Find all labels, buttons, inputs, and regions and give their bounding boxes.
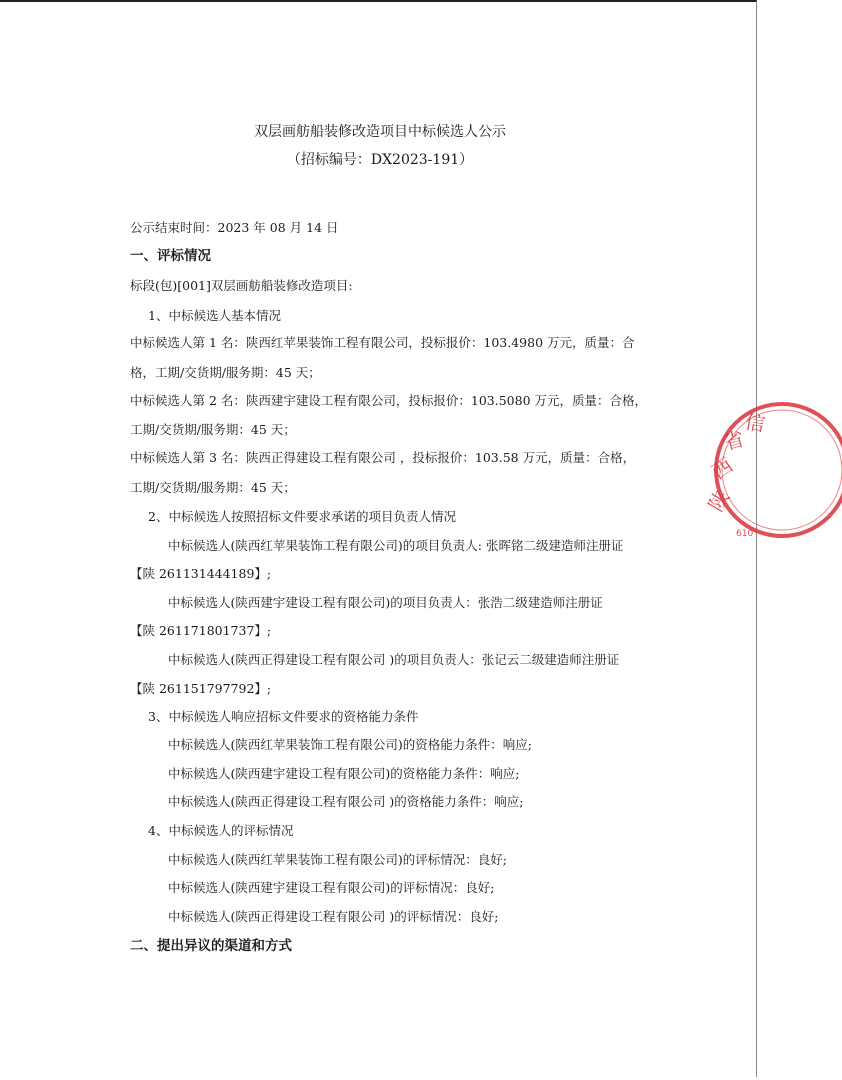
seal-char-2: 西 xyxy=(707,452,738,485)
doc-title: 双层画舫船装修改造项目中标候选人公示 xyxy=(254,124,506,140)
seal-char-3: 省 xyxy=(721,426,747,455)
seal-code: 610 xyxy=(736,529,754,539)
manager-2-line1: 中标候选人(陕西建宇建设工程有限公司)的项目负责人：张浩二级建造师注册证 xyxy=(168,595,603,610)
qualification-1: 中标候选人(陕西红苹果装饰工程有限公司)的资格能力条件：响应; xyxy=(168,737,532,752)
candidate-3-line2: 工期/交货期/服务期：45 天； xyxy=(130,480,296,495)
sub3-heading: 3、中标候选人响应招标文件要求的资格能力条件 xyxy=(148,709,419,724)
manager-1-line2: 【陕 261131444189】; xyxy=(130,566,272,581)
bid-number: （招标编号：DX2023-191） xyxy=(286,152,474,168)
section1-heading: 一、评标情况 xyxy=(130,248,211,264)
lot-line: 标段(包)[001]双层画舫船装修改造项目: xyxy=(130,278,353,293)
manager-2-line2: 【陕 261171801737】; xyxy=(130,623,272,638)
sub4-heading: 4、中标候选人的评标情况 xyxy=(148,823,294,838)
seal-char-4: 信 xyxy=(743,409,767,437)
manager-1-line1: 中标候选人(陕西红苹果装饰工程有限公司)的项目负责人: 张晖铭二级建造师注册证 xyxy=(168,538,624,553)
sub1-heading: 1、中标候选人基本情况 xyxy=(148,308,281,323)
qualification-3: 中标候选人(陕西正得建设工程有限公司 )的资格能力条件：响应; xyxy=(168,794,524,809)
section2-heading: 二、提出异议的渠道和方式 xyxy=(130,938,292,954)
evaluation-3: 中标候选人(陕西正得建设工程有限公司 )的评标情况：良好; xyxy=(168,909,499,924)
candidate-3-line1: 中标候选人第 3 名：陕西正得建设工程有限公司 ，投标报价：103.58 万元，质量：合格， xyxy=(130,450,636,465)
manager-3-line2: 【陕 261151797792】; xyxy=(130,681,272,696)
evaluation-2: 中标候选人(陕西建宇建设工程有限公司)的评标情况：良好; xyxy=(168,880,495,895)
candidate-2-line1: 中标候选人第 2 名：陕西建宇建设工程有限公司，投标报价：103.5080 万元，质量：合格， xyxy=(130,393,648,408)
candidate-1-line1: 中标候选人第 1 名：陕西红苹果装饰工程有限公司，投标报价：103.4980 万元，质量：合 xyxy=(130,335,635,350)
sub2-heading: 2、中标候选人按照招标文件要求承诺的项目负责人情况 xyxy=(148,509,456,524)
candidate-1-line2: 格，工期/交货期/服务期：45 天； xyxy=(130,365,321,380)
candidate-2-line2: 工期/交货期/服务期：45 天； xyxy=(130,422,296,437)
seal-char-1: 陕 xyxy=(703,486,735,516)
manager-3-line1: 中标候选人(陕西正得建设工程有限公司 )的项目负责人：张记云二级建造师注册证 xyxy=(168,652,620,667)
qualification-2: 中标候选人(陕西建宇建设工程有限公司)的资格能力条件：响应; xyxy=(168,766,520,781)
evaluation-1: 中标候选人(陕西红苹果装饰工程有限公司)的评标情况：良好; xyxy=(168,852,507,867)
end-time: 公示结束时间：2023 年 08 月 14 日 xyxy=(130,220,339,235)
